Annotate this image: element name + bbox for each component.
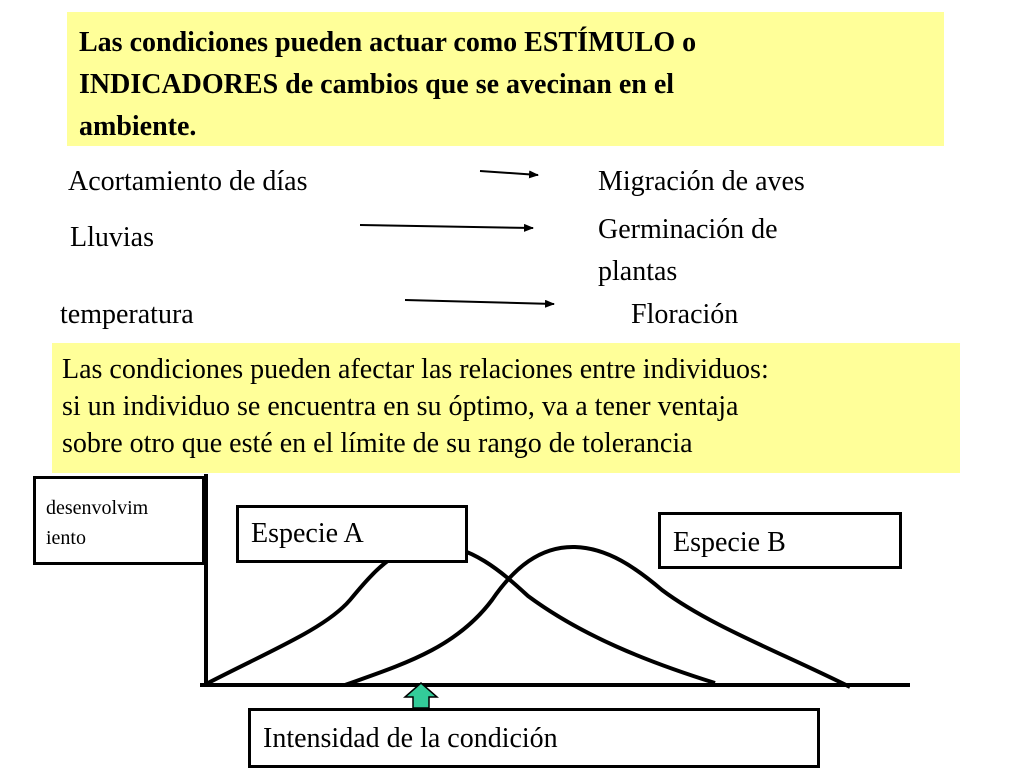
x-axis-label-box: Intensidad de la condición: [248, 708, 820, 768]
relations-line-3: sobre otro que esté en el límite de su rango de tolerancia: [62, 428, 693, 459]
effect-germination-line-1: Germinación de: [598, 214, 778, 245]
arrow-days-to-migration: [480, 171, 538, 175]
species-b-label: Especie B: [658, 512, 902, 569]
arrow-rain-to-germination: [360, 225, 533, 228]
effect-migration: Migración de aves: [598, 166, 805, 197]
cause-rain: Lluvias: [70, 222, 154, 253]
relations-line-1: Las condiciones pueden afectar las relaciones entre individuos:: [62, 354, 769, 385]
title-line-3: ambiente.: [79, 111, 197, 142]
title-line-1: Las condiciones pueden actuar como ESTÍMULO o: [79, 27, 697, 58]
y-axis-label-box: [33, 476, 205, 565]
effect-germination-line-2: plantas: [598, 256, 678, 287]
y-label-line-1: desenvolvim: [46, 497, 149, 519]
relations-line-2: si un individuo se encuentra en su óptimo, va a tener ventaja: [62, 391, 739, 422]
cause-days: Acortamiento de días: [68, 166, 308, 197]
cause-temperature: temperatura: [60, 299, 194, 330]
y-label-line-2: iento: [46, 527, 86, 549]
title-line-2: INDICADORES de cambios que se avecinan en el: [79, 69, 675, 100]
arrow-temperature-to-flowering: [405, 300, 554, 304]
species-a-label: Especie A: [236, 505, 468, 563]
effect-flowering: Floración: [631, 299, 739, 330]
species-a-curve: [208, 545, 715, 683]
